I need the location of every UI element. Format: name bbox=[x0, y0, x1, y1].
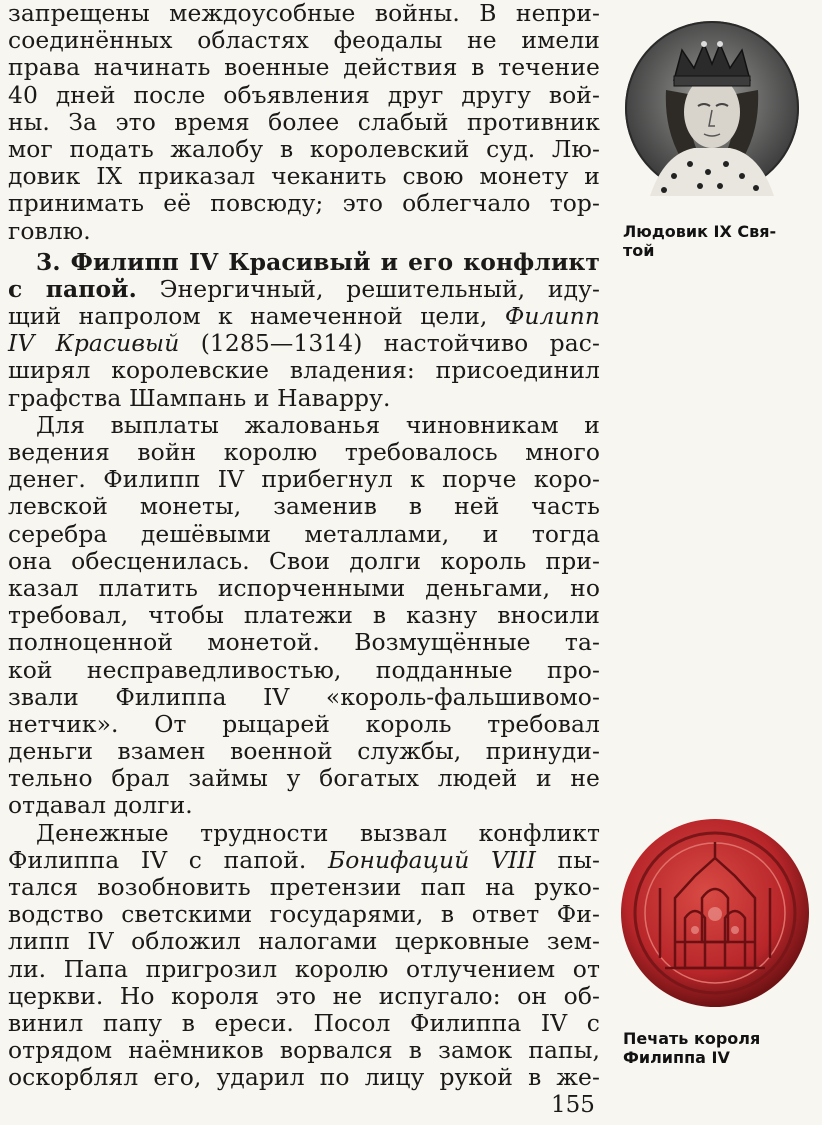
text-segment: Филиппа IV с папой. bbox=[8, 845, 329, 874]
text-segment: липп IV обложил налогами церковные зем- bbox=[8, 927, 600, 956]
text-segment: серебра дешёвыми металлами, и тогда bbox=[8, 519, 600, 548]
text-segment: соединённых областях феодалы не имели bbox=[8, 26, 600, 55]
text-line bbox=[8, 820, 600, 847]
text-line bbox=[8, 249, 600, 276]
text-segment: денег. Филипп IV прибегнул к порче коро- bbox=[8, 465, 600, 494]
text-line bbox=[8, 385, 600, 412]
text-segment: деньги взамен военной службы, принуди- bbox=[8, 737, 600, 766]
text-segment: запрещены междоусобные войны. В непри- bbox=[8, 0, 600, 27]
text-segment: церкви. Но короля это не испугало: он об- bbox=[8, 981, 600, 1010]
text-segment: ведения войн королю требовалось много bbox=[8, 438, 600, 466]
text-line bbox=[8, 1064, 600, 1091]
text-line bbox=[8, 493, 600, 520]
text-segment: говлю. bbox=[8, 216, 91, 245]
text-segment: права начинать военные действия в течение bbox=[8, 53, 600, 82]
text-line bbox=[8, 711, 600, 738]
text-line bbox=[8, 521, 600, 548]
text-line bbox=[8, 874, 600, 901]
text-segment: Денежные трудности вызвал конфликт bbox=[36, 818, 600, 847]
italic-name: Бонифаций VIII bbox=[328, 845, 536, 874]
main-text bbox=[8, 0, 600, 1092]
text-line bbox=[8, 575, 600, 602]
text-segment: отрядом наёмников ворвался в замок папы, bbox=[8, 1036, 600, 1065]
text-line bbox=[8, 54, 600, 81]
text-segment: (1285—1314) настойчиво рас- bbox=[179, 329, 600, 358]
text-line bbox=[8, 276, 600, 303]
text-segment: она обесценилась. Свои долги король при- bbox=[8, 546, 600, 575]
text-segment: Для выплаты жалованья чиновникам и bbox=[36, 410, 600, 439]
text-line bbox=[8, 163, 600, 190]
text-segment: полноценной монетой. Возмущённые та- bbox=[8, 628, 600, 657]
italic-name: IV Красивый bbox=[8, 329, 180, 358]
text-segment: казал платить испорченными деньгами, но bbox=[8, 573, 600, 602]
text-line bbox=[8, 657, 600, 684]
text-line bbox=[8, 901, 600, 928]
italic-name: Филипп bbox=[504, 302, 600, 331]
section-heading: с папой. bbox=[8, 274, 137, 303]
text-line bbox=[8, 27, 600, 54]
text-segment: пы- bbox=[535, 845, 600, 874]
text-line bbox=[8, 738, 600, 765]
text-line bbox=[8, 303, 600, 330]
text-line bbox=[8, 190, 600, 217]
text-line bbox=[8, 602, 600, 629]
text-segment: кой несправедливостью, подданные про- bbox=[8, 655, 600, 684]
wax-seal-icon bbox=[620, 818, 810, 1008]
text-segment: тельно брал займы у богатых людей и не bbox=[8, 764, 600, 793]
portrait-caption-line: Людовик IX Свя- bbox=[623, 222, 777, 241]
text-segment: принимать её повсюду; это облегчало тор- bbox=[8, 189, 600, 218]
text-line bbox=[8, 330, 600, 357]
text-line bbox=[8, 218, 600, 245]
text-segment: отдавал долги. bbox=[8, 791, 193, 820]
text-segment: водство светскими государями, в ответ Фи- bbox=[8, 900, 600, 929]
text-segment: графства Шампань и Наварру. bbox=[8, 383, 391, 412]
text-segment: требовал, чтобы платежи в казну вносили bbox=[8, 601, 600, 630]
text-segment: винил папу в ереси. Посол Филиппа IV с bbox=[8, 1008, 600, 1037]
text-line bbox=[8, 847, 600, 874]
text-segment: Энергичный, решительный, иду- bbox=[136, 274, 600, 303]
text-segment: ширял королевские владения: присоединил bbox=[8, 356, 600, 385]
seal-caption-line: Печать короля bbox=[623, 1029, 761, 1048]
text-line bbox=[8, 792, 600, 819]
text-line bbox=[8, 0, 600, 27]
text-line bbox=[8, 357, 600, 384]
text-line bbox=[8, 1010, 600, 1037]
text-segment: ли. Папа пригрозил королю отлучением от bbox=[8, 954, 600, 983]
text-line bbox=[8, 466, 600, 493]
text-line bbox=[8, 136, 600, 163]
seal-caption-line: Филиппа IV bbox=[623, 1048, 730, 1067]
text-line bbox=[8, 956, 600, 983]
text-segment: довик IX приказал чеканить свою монету и bbox=[8, 162, 600, 191]
text-segment: тался возобновить претензии пап на руко- bbox=[8, 873, 600, 901]
text-segment: щий напролом к намеченной цели, bbox=[8, 302, 505, 331]
text-segment: 40 дней после объявления друг другу вой- bbox=[8, 80, 600, 109]
text-line bbox=[8, 548, 600, 575]
text-line bbox=[8, 983, 600, 1010]
text-segment: мог подать жалобу в королевский суд. Лю- bbox=[8, 134, 600, 163]
page-number: 155 bbox=[551, 1092, 595, 1118]
text-segment: левской монеты, заменив в ней часть bbox=[8, 492, 600, 521]
portrait-caption-line: той bbox=[623, 241, 655, 260]
king-portrait-icon bbox=[624, 20, 800, 196]
text-line bbox=[8, 684, 600, 711]
text-line bbox=[8, 629, 600, 656]
text-segment: звали Филиппа IV «король-фальшивомо- bbox=[8, 682, 600, 711]
text-line bbox=[8, 412, 600, 439]
portrait-caption bbox=[623, 222, 813, 260]
text-line bbox=[8, 109, 600, 136]
section-heading: 3. Филипп IV Красивый и его конфликт bbox=[36, 247, 600, 276]
text-line bbox=[8, 82, 600, 109]
text-segment: нетчик». От рыцарей король требовал bbox=[8, 709, 600, 738]
text-segment: ны. За это время более слабый противник bbox=[8, 107, 600, 136]
text-line bbox=[8, 1037, 600, 1064]
text-line bbox=[8, 765, 600, 792]
seal-caption bbox=[623, 1029, 813, 1067]
text-segment: оскорблял его, ударил по лицу рукой в же- bbox=[8, 1063, 600, 1092]
text-line bbox=[8, 928, 600, 955]
text-line bbox=[8, 439, 600, 466]
